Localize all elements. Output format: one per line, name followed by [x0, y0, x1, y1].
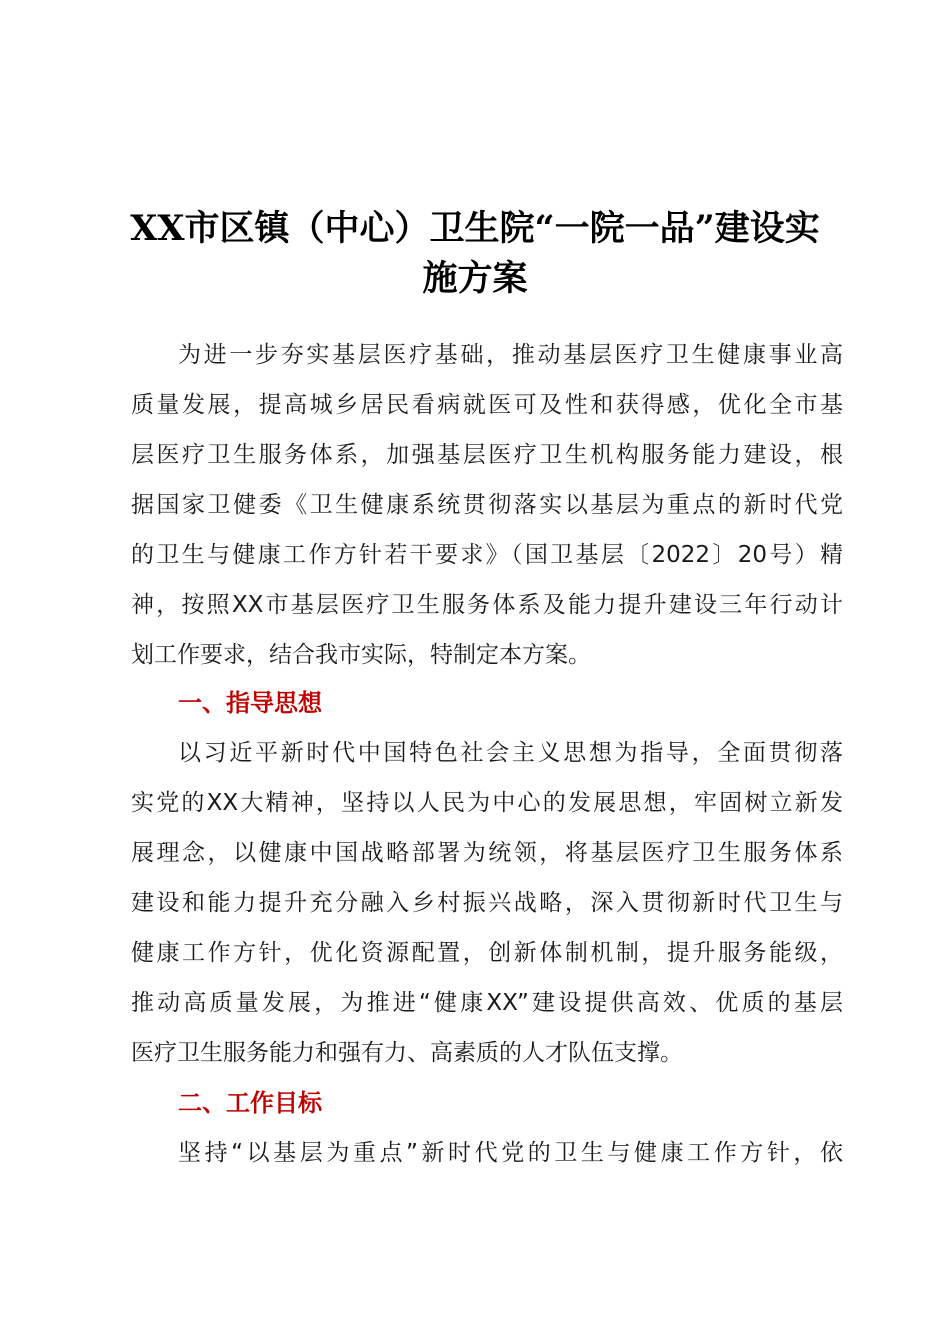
section2-paragraph-line-1: 坚持“以基层为重点”新时代党的卫生与健康工作方针，依 — [178, 1140, 843, 1166]
section-heading-work-goals: 二、工作目标 — [178, 1089, 322, 1117]
intro-paragraph-line-4: 据国家卫健委《卫生健康系统贯彻落实以基层为重点的新时代党 — [131, 492, 843, 518]
document-title-line-1: XX市区镇（中心）卫生院“一院一品”建设实 — [130, 208, 820, 249]
section1-paragraph-line-6: 推动高质量发展，为推进“健康XX”建设提供高效、优质的基层 — [131, 990, 843, 1016]
section1-paragraph-line-5: 健康工作方针，优化资源配置，创新体制机制，提升服务能级， — [131, 940, 843, 966]
section1-paragraph-line-3: 展理念，以健康中国战略部署为统领，将基层医疗卫生服务体系 — [131, 840, 843, 866]
section-heading-guiding-ideology: 一、指导思想 — [178, 689, 322, 717]
intro-paragraph-line-3: 层医疗卫生服务体系，加强基层医疗卫生机构服务能力建设，根 — [131, 442, 843, 468]
section1-paragraph-line-4: 建设和能力提升充分融入乡村振兴战略，深入贯彻新时代卫生与 — [131, 890, 843, 916]
section1-paragraph-line-2: 实党的XX大精神，坚持以人民为中心的发展思想，牢固树立新发 — [131, 790, 843, 816]
intro-paragraph-line-2: 质量发展，提高城乡居民看病就医可及性和获得感，优化全市基 — [131, 392, 843, 418]
intro-paragraph-line-5: 的卫生与健康工作方针若干要求》（国卫基层〔2022〕20号）精 — [131, 542, 843, 568]
document-title-line-2: 施方案 — [422, 258, 528, 299]
intro-paragraph-line-1: 为进一步夯实基层医疗基础，推动基层医疗卫生健康事业高 — [178, 342, 843, 368]
intro-paragraph-line-6: 神，按照XX市基层医疗卫生服务体系及能力提升建设三年行动计 — [131, 592, 843, 618]
section1-paragraph-line-7: 医疗卫生服务能力和强有力、高素质的人才队伍支撑。 — [131, 1040, 683, 1066]
section1-paragraph-line-1: 以习近平新时代中国特色社会主义思想为指导，全面贯彻落 — [178, 740, 843, 766]
intro-paragraph-line-7: 划工作要求，结合我市实际，特制定本方案。 — [131, 642, 591, 668]
